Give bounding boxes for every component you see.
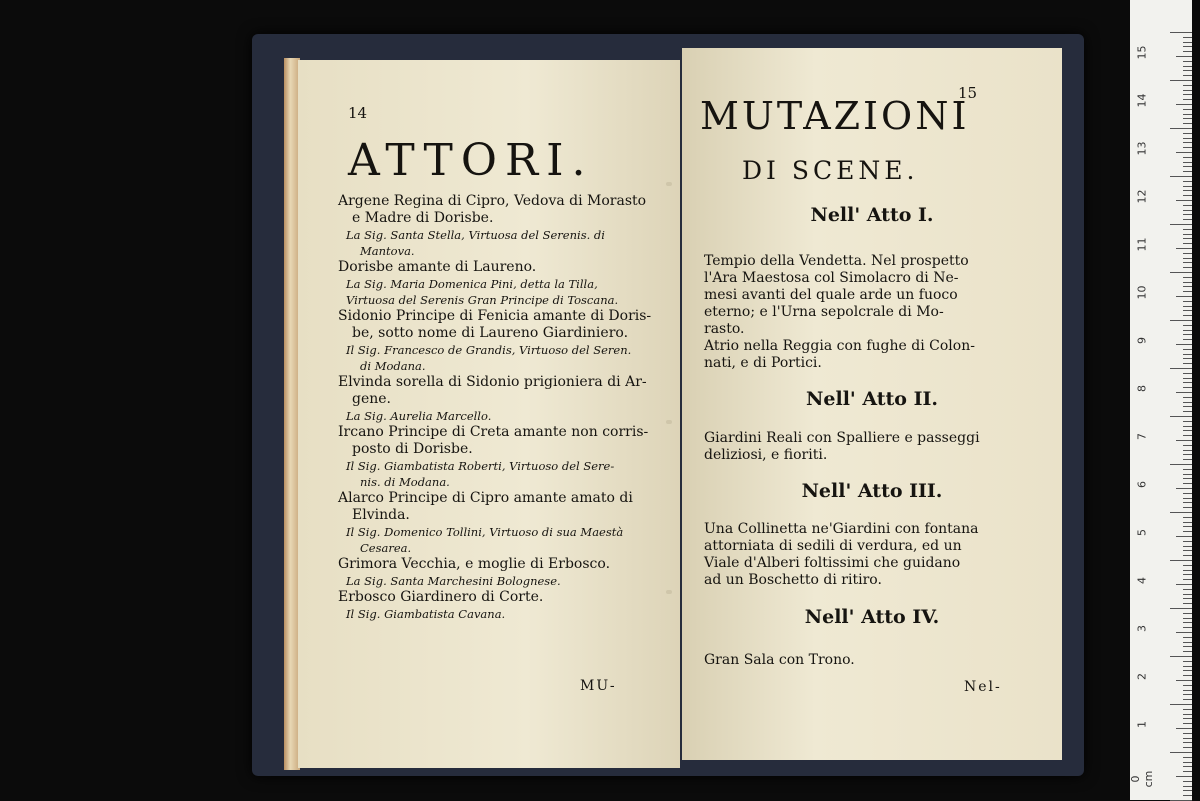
ruler-tick (1183, 555, 1192, 556)
ruler-tick (1183, 42, 1192, 43)
ruler-tick (1183, 219, 1192, 220)
ruler-tick (1183, 363, 1192, 364)
performer-line: Il Sig. Giambatista Roberti, Virtuoso del Sere- (346, 459, 615, 473)
text-line: eterno; e l'Urna sepolcrale di Mo- (704, 304, 944, 320)
ruler-tick (1183, 157, 1192, 158)
ruler-tick (1183, 450, 1192, 451)
ruler-tick (1170, 512, 1192, 513)
ruler-tick (1176, 152, 1192, 153)
character-line: Dorisbe amante di Laureno. (338, 259, 537, 275)
ruler-tick (1183, 685, 1192, 686)
ruler-tick (1183, 469, 1192, 470)
ruler-tick (1183, 85, 1192, 86)
ruler-number: 2 (1135, 673, 1149, 680)
ruler-tick (1183, 186, 1192, 187)
ruler-tick (1183, 171, 1192, 172)
ruler-tick (1183, 354, 1192, 355)
ruler-tick (1183, 373, 1192, 374)
ruler-tick (1183, 411, 1192, 412)
ruler-tick (1183, 210, 1192, 211)
ruler-tick (1170, 416, 1192, 417)
text-line: Una Collinetta ne'Giardini con fontana (704, 521, 979, 537)
ruler-tick (1183, 301, 1192, 302)
ruler-number: 1 (1135, 721, 1149, 728)
right-page (682, 48, 1062, 760)
ruler-tick (1183, 138, 1192, 139)
ruler-tick (1183, 675, 1192, 676)
ruler-tick (1183, 598, 1192, 599)
ruler-tick (1170, 176, 1192, 177)
performer-line: di Modana. (360, 359, 426, 373)
ruler-tick (1183, 502, 1192, 503)
ruler-number: 11 (1135, 237, 1149, 252)
performer-line: La Sig. Aurelia Marcello. (346, 409, 492, 423)
text-line: nati, e di Portici. (704, 355, 822, 371)
ruler-tick (1176, 632, 1192, 633)
ruler-tick (1183, 382, 1192, 383)
page-title: ATTORI. (348, 135, 594, 186)
ruler-tick (1183, 291, 1192, 292)
ruler-tick (1183, 234, 1192, 235)
ruler-tick (1183, 339, 1192, 340)
ruler-tick (1183, 699, 1192, 700)
performer-line: Virtuosa del Serenis Gran Principe di Toscana. (346, 293, 619, 307)
cast-list (338, 193, 658, 622)
text-line: Giardini Reali con Spalliere e passeggi (704, 430, 980, 446)
ruler-tick (1183, 123, 1192, 124)
ruler-tick (1176, 440, 1192, 441)
ruler-tick (1176, 104, 1192, 105)
ruler-tick (1183, 358, 1192, 359)
character-line: Alarco Principe di Cipro amante amato di (338, 490, 633, 506)
text-line: mesi avanti del quale arde un fuoco (704, 287, 958, 303)
ruler-tick (1183, 258, 1192, 259)
ruler-tick (1176, 248, 1192, 249)
ruler-tick (1183, 570, 1192, 571)
ruler-tick (1183, 90, 1192, 91)
ruler-number: 7 (1135, 433, 1149, 440)
ruler-tick (1183, 402, 1192, 403)
ruler-tick (1183, 253, 1192, 254)
ruler-tick (1183, 166, 1192, 167)
ruler-tick (1183, 325, 1192, 326)
scene-description (704, 521, 1042, 589)
ruler-number: 13 (1135, 141, 1149, 156)
ruler-tick (1183, 565, 1192, 566)
text-line: deliziosi, e fioriti. (704, 447, 828, 463)
ruler-tick (1183, 75, 1192, 76)
catchword: Nel- (964, 679, 1002, 695)
ruler-tick (1183, 786, 1192, 787)
scene-description (704, 253, 1042, 372)
ruler-tick (1183, 205, 1192, 206)
ruler-tick (1183, 723, 1192, 724)
ruler-tick (1183, 99, 1192, 100)
ruler-tick (1183, 37, 1192, 38)
left-page (298, 60, 680, 768)
character-line: Grimora Vecchia, e moglie di Erbosco. (338, 556, 611, 572)
ruler-tick (1176, 728, 1192, 729)
ruler-tick (1183, 133, 1192, 134)
ruler-tick (1183, 238, 1192, 239)
ruler-tick (1183, 118, 1192, 119)
ruler-tick (1183, 387, 1192, 388)
ruler-number: 14 (1135, 93, 1149, 108)
ruler-number: 3 (1135, 625, 1149, 632)
ruler-tick (1183, 162, 1192, 163)
page-number: 15 (958, 84, 978, 102)
character-line: Ircano Principe di Creta amante non corris- (338, 424, 649, 440)
ruler-tick (1183, 531, 1192, 532)
ruler-number: 8 (1135, 385, 1149, 392)
ruler-tick (1183, 277, 1192, 278)
character-line: Sidonio Principe di Fenicia amante di Doris- (338, 308, 652, 324)
ruler-tick (1183, 474, 1192, 475)
ruler-tick (1183, 282, 1192, 283)
ruler-tick (1183, 435, 1192, 436)
ruler-tick (1183, 618, 1192, 619)
ruler-tick (1183, 306, 1192, 307)
ruler-number: 0 cm (1129, 770, 1155, 788)
ruler-tick (1183, 546, 1192, 547)
ruler-tick (1183, 181, 1192, 182)
text-line: Tempio della Vendetta. Nel prospetto (704, 253, 969, 269)
ruler-tick (1183, 666, 1192, 667)
ruler-number: 5 (1135, 529, 1149, 536)
ruler-tick (1183, 397, 1192, 398)
ruler-tick (1183, 522, 1192, 523)
ruler-tick (1183, 550, 1192, 551)
text-line: attorniata di sedili di verdura, ed un (704, 538, 962, 554)
performer-line: La Sig. Maria Domenica Pini, detta la Tilla, (346, 277, 598, 291)
binding-thread (666, 590, 672, 594)
ruler-tick (1183, 651, 1192, 652)
ruler-tick (1183, 690, 1192, 691)
text-line: Viale d'Alberi foltissimi che guidano (704, 555, 961, 571)
ruler-tick (1176, 392, 1192, 393)
ruler-tick (1170, 224, 1192, 225)
ruler-tick (1170, 656, 1192, 657)
text-line: Atrio nella Reggia con fughe di Colon- (704, 338, 975, 354)
character-line: Erbosco Giardinero di Corte. (338, 589, 544, 605)
ruler-tick (1183, 637, 1192, 638)
text-line: l'Ara Maestosa col Simolacro di Ne- (704, 270, 959, 286)
ruler-tick (1183, 747, 1192, 748)
ruler-tick (1170, 272, 1192, 273)
performer-line: Mantova. (360, 244, 415, 258)
ruler-tick (1176, 344, 1192, 345)
ruler-tick (1183, 670, 1192, 671)
ruler-tick (1183, 661, 1192, 662)
ruler-tick (1183, 714, 1192, 715)
ruler-number: 15 (1135, 45, 1149, 60)
ruler-tick (1183, 757, 1192, 758)
ruler-tick (1170, 608, 1192, 609)
ruler-tick (1183, 262, 1192, 263)
ruler-tick (1170, 128, 1192, 129)
text-line: Gran Sala con Trono. (704, 652, 855, 668)
ruler-tick (1183, 286, 1192, 287)
ruler-tick (1183, 334, 1192, 335)
act-heading: Nell' Atto III. (801, 480, 943, 502)
character-line: e Madre di Dorisbe. (352, 210, 494, 226)
ruler-number: 4 (1135, 577, 1149, 584)
ruler-tick (1183, 66, 1192, 67)
ruler-tick (1183, 603, 1192, 604)
binding-thread (666, 420, 672, 424)
ruler-tick (1183, 627, 1192, 628)
ruler-tick (1183, 310, 1192, 311)
ruler-tick (1176, 56, 1192, 57)
ruler-tick (1183, 766, 1192, 767)
ruler-tick (1183, 454, 1192, 455)
ruler-tick (1183, 718, 1192, 719)
text-line: ad un Boschetto di ritiro. (704, 572, 882, 588)
act-heading: Nell' Atto IV. (804, 606, 940, 628)
ruler-tick (1183, 781, 1192, 782)
ruler-tick (1183, 195, 1192, 196)
character-line: posto di Dorisbe. (352, 441, 473, 457)
act-heading: Nell' Atto II. (806, 388, 938, 410)
ruler-tick (1183, 733, 1192, 734)
ruler-tick (1183, 579, 1192, 580)
character-line: Elvinda sorella di Sidonio prigioniera di Ar- (338, 374, 647, 390)
performer-line: nis. di Modana. (360, 475, 450, 489)
act-heading: Nell' Atto I. (810, 204, 934, 226)
ruler-tick (1183, 243, 1192, 244)
ruler-number: 9 (1135, 337, 1149, 344)
ruler-tick (1176, 584, 1192, 585)
ruler-tick (1183, 114, 1192, 115)
page-title: MUTAZIONI (700, 94, 970, 138)
ruler-tick (1183, 589, 1192, 590)
ruler-tick (1183, 709, 1192, 710)
ruler-tick (1170, 80, 1192, 81)
ruler-tick (1183, 430, 1192, 431)
ruler-tick (1183, 421, 1192, 422)
ruler-tick (1183, 267, 1192, 268)
ruler-tick (1183, 147, 1192, 148)
performer-line: Il Sig. Domenico Tollini, Virtuoso di sua Maestà (346, 525, 624, 539)
ruler-tick (1183, 109, 1192, 110)
character-line: gene. (352, 391, 391, 407)
ruler-tick (1183, 517, 1192, 518)
ruler-tick (1183, 613, 1192, 614)
page-subtitle: DI SCENE. (742, 156, 919, 185)
performer-line: Il Sig. Giambatista Cavana. (346, 607, 506, 621)
ruler-tick (1183, 478, 1192, 479)
ruler-tick (1183, 738, 1192, 739)
text-line: rasto. (704, 321, 745, 337)
ruler-number: 12 (1135, 189, 1149, 204)
ruler-tick (1183, 498, 1192, 499)
ruler-tick (1183, 574, 1192, 575)
ruler-tick (1170, 704, 1192, 705)
ruler-tick (1183, 742, 1192, 743)
binding-thread (666, 182, 672, 186)
ruler-tick (1183, 61, 1192, 62)
performer-line: La Sig. Santa Marchesini Bolognese. (346, 574, 561, 588)
performer-line: Il Sig. Francesco de Grandis, Virtuoso del Seren. (346, 343, 632, 357)
ruler-tick (1170, 560, 1192, 561)
ruler-tick (1183, 762, 1192, 763)
scene-description (704, 430, 1042, 464)
ruler-tick (1183, 541, 1192, 542)
measuring-ruler (1130, 0, 1192, 800)
ruler-tick (1183, 795, 1192, 796)
ruler-tick (1183, 622, 1192, 623)
scene-description (704, 652, 1042, 669)
ruler-tick (1170, 464, 1192, 465)
ruler-tick (1176, 488, 1192, 489)
ruler-tick (1176, 776, 1192, 777)
ruler-tick (1176, 296, 1192, 297)
ruler-tick (1183, 51, 1192, 52)
ruler-tick (1183, 349, 1192, 350)
ruler-tick (1183, 526, 1192, 527)
character-line: Argene Regina di Cipro, Vedova di Morasto (338, 193, 647, 209)
page-number: 14 (348, 104, 368, 122)
ruler-tick (1176, 536, 1192, 537)
ruler-number: 10 (1135, 285, 1149, 300)
ruler-tick (1183, 507, 1192, 508)
ruler-tick (1183, 214, 1192, 215)
ruler-tick (1183, 646, 1192, 647)
ruler-tick (1183, 790, 1192, 791)
ruler-tick (1176, 680, 1192, 681)
ruler-tick (1183, 229, 1192, 230)
ruler-tick (1183, 190, 1192, 191)
ruler-tick (1170, 368, 1192, 369)
ruler-tick (1183, 594, 1192, 595)
ruler-tick (1183, 445, 1192, 446)
ruler-tick (1183, 426, 1192, 427)
ruler-tick (1183, 642, 1192, 643)
ruler-number: 6 (1135, 481, 1149, 488)
ruler-tick (1183, 483, 1192, 484)
ruler-tick (1183, 378, 1192, 379)
performer-line: Cesarea. (360, 541, 412, 555)
ruler-tick (1183, 46, 1192, 47)
ruler-tick (1183, 771, 1192, 772)
ruler-tick (1183, 406, 1192, 407)
ruler-tick (1183, 694, 1192, 695)
ruler-tick (1183, 315, 1192, 316)
performer-line: La Sig. Santa Stella, Virtuosa del Serenis. di (346, 228, 605, 242)
catchword: MU- (580, 678, 617, 694)
ruler-tick (1183, 142, 1192, 143)
ruler-tick (1183, 493, 1192, 494)
ruler-tick (1183, 330, 1192, 331)
ruler-tick (1170, 32, 1192, 33)
ruler-tick (1176, 200, 1192, 201)
ruler-tick (1170, 752, 1192, 753)
ruler-tick (1183, 94, 1192, 95)
ruler-tick (1183, 70, 1192, 71)
character-line: Elvinda. (352, 507, 410, 523)
character-line: be, sotto nome di Laureno Giardiniero. (352, 325, 629, 341)
ruler-tick (1183, 459, 1192, 460)
ruler-tick (1170, 320, 1192, 321)
